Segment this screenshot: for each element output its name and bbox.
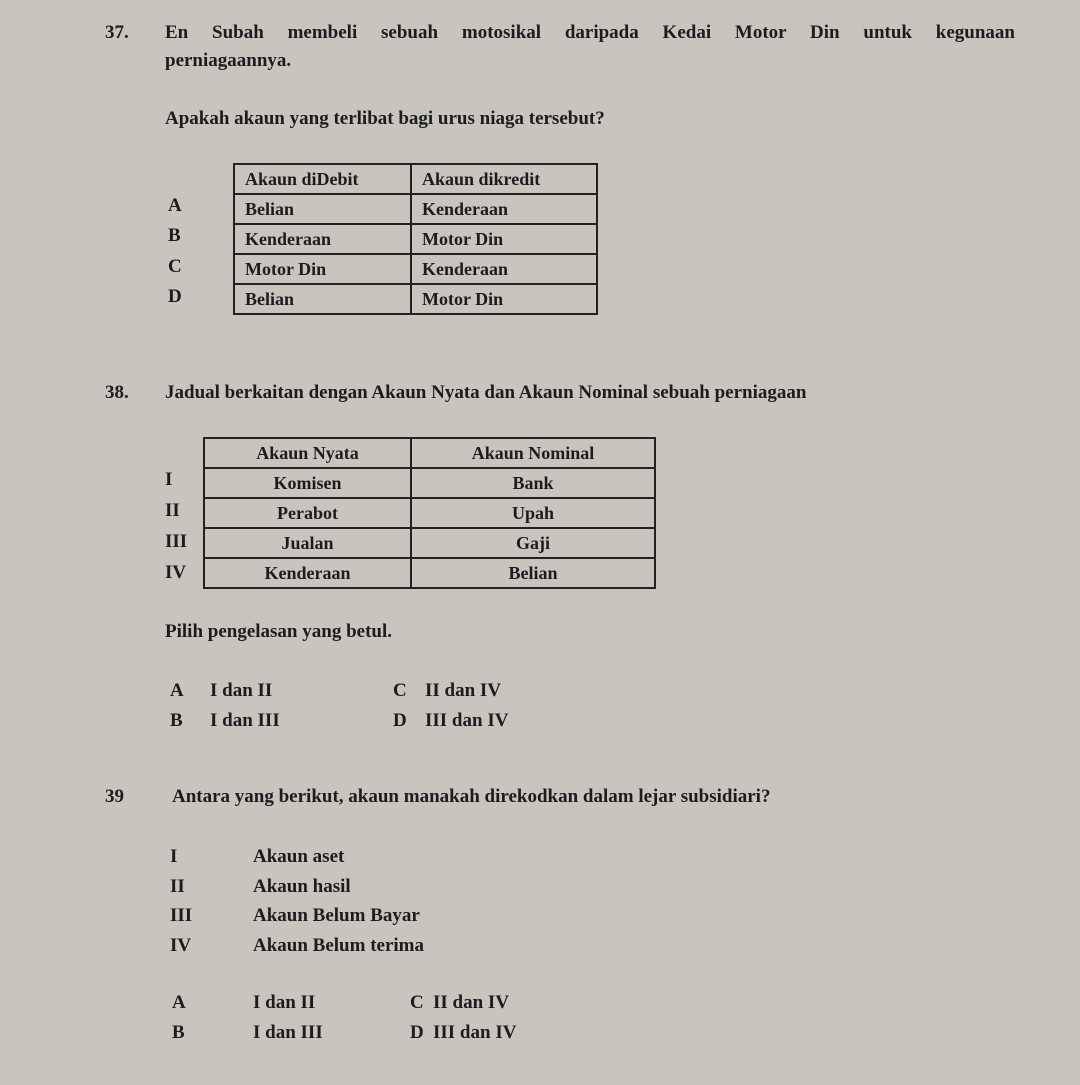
table-row	[234, 194, 597, 224]
table-row	[234, 254, 597, 284]
item-text: Akaun hasil	[253, 876, 351, 897]
row-label: IV	[165, 562, 187, 583]
header-nyata: Akaun Nyata	[204, 438, 411, 468]
option-text: II dan IV	[425, 680, 502, 701]
cell: Motor Din	[411, 224, 597, 254]
option-text: I dan II	[210, 680, 273, 701]
cell: Kenderaan	[411, 254, 597, 284]
option-text: I dan III	[210, 710, 280, 731]
item-text: Akaun Belum terima	[253, 935, 424, 956]
table-row	[204, 498, 655, 528]
header-credit: Akaun dikredit	[411, 164, 597, 194]
instruction: Pilih pengelasan yang betul.	[165, 621, 392, 642]
option-letter: D	[393, 710, 407, 731]
table-row	[204, 558, 655, 588]
question-number: 38.	[105, 382, 129, 403]
option-letter: C	[410, 992, 424, 1013]
option-letter: D	[168, 286, 182, 307]
cell: Bank	[411, 468, 655, 498]
cell: Belian	[234, 284, 411, 314]
question-number: 39	[105, 786, 124, 807]
accounts-table	[233, 163, 598, 315]
table-row	[204, 468, 655, 498]
item-label: II	[170, 876, 185, 897]
header-debit: Akaun diDebit	[234, 164, 411, 194]
cell: Belian	[411, 558, 655, 588]
option-letter: B	[172, 1022, 185, 1043]
option-text: III dan IV	[433, 1022, 517, 1043]
classification-table	[203, 437, 656, 589]
option-letter: A	[168, 195, 182, 216]
option-text: I dan III	[253, 1022, 323, 1043]
table-row	[204, 528, 655, 558]
option-text: II dan IV	[433, 992, 510, 1013]
option-letter: A	[172, 992, 186, 1013]
item-label: III	[170, 905, 193, 926]
item-label: I	[170, 846, 178, 867]
cell: Komisen	[204, 468, 411, 498]
item-text: Akaun Belum Bayar	[253, 905, 420, 926]
cell: Kenderaan	[234, 224, 411, 254]
cell: Upah	[411, 498, 655, 528]
cell: Jualan	[204, 528, 411, 558]
row-label: III	[165, 531, 188, 552]
option-letter: B	[168, 225, 181, 246]
table-row	[234, 284, 597, 314]
question-text-cont: perniagaannya.	[165, 50, 292, 71]
question-number: 37.	[105, 22, 129, 43]
question-text: Jadual berkaitan dengan Akaun Nyata dan Akaun Nominal sebuah perniagaan	[165, 382, 807, 403]
option-text: I dan II	[253, 992, 316, 1013]
option-letter: C	[168, 256, 182, 277]
table-row	[234, 224, 597, 254]
cell: Kenderaan	[204, 558, 411, 588]
option-text: III dan IV	[425, 710, 509, 731]
cell: Perabot	[204, 498, 411, 528]
question-text: En Subah membeli sebuah motosikal daripada Kedai Motor Din untuk kegunaan	[165, 22, 1015, 43]
option-letter: D	[410, 1022, 424, 1043]
cell: Belian	[234, 194, 411, 224]
question-text: Antara yang berikut, akaun manakah direkodkan dalam lejar subsidiari?	[172, 786, 771, 807]
option-letter: C	[393, 680, 407, 701]
cell: Gaji	[411, 528, 655, 558]
row-label: II	[165, 500, 180, 521]
cell: Motor Din	[234, 254, 411, 284]
item-text: Akaun aset	[253, 846, 345, 867]
cell: Motor Din	[411, 284, 597, 314]
cell: Kenderaan	[411, 194, 597, 224]
option-letter: A	[170, 680, 184, 701]
item-label: IV	[170, 935, 192, 956]
option-letter: B	[170, 710, 183, 731]
question-prompt: Apakah akaun yang terlibat bagi urus niaga tersebut?	[165, 108, 605, 129]
header-nominal: Akaun Nominal	[411, 438, 655, 468]
row-label: I	[165, 469, 173, 490]
